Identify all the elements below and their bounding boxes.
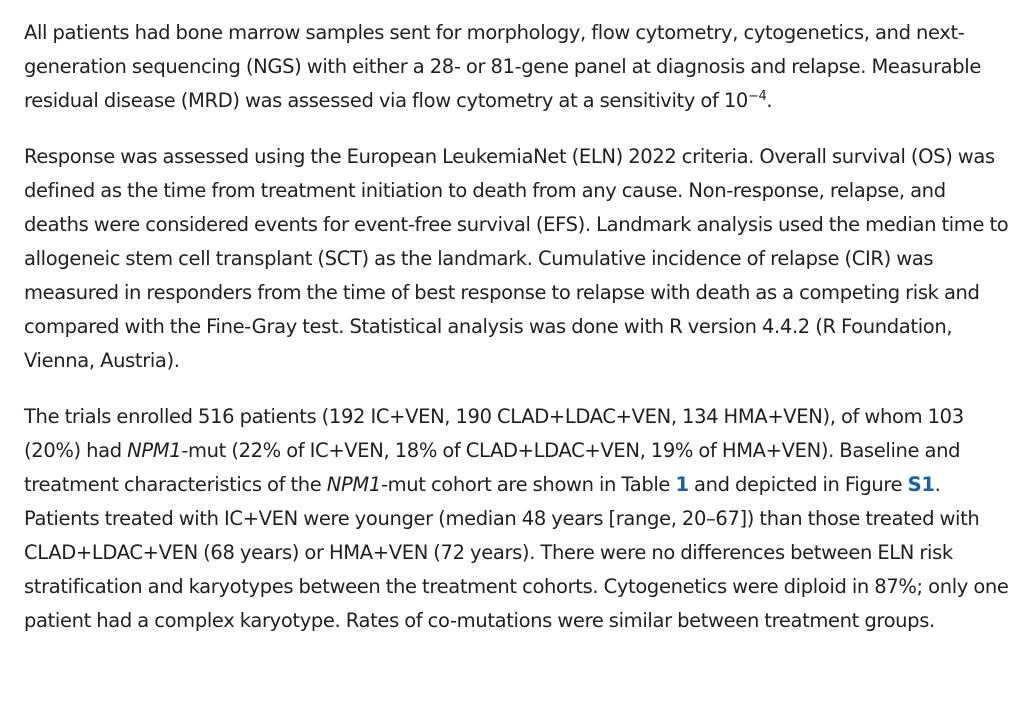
paragraph-text: -mut (22% of IC+VEN, 18% of CLAD+LDAC+VEN, 19% of HMA+VEN). Baseline and treatment characteristics of the [24,439,961,496]
paragraph-tail: . [766,89,773,112]
paragraph-results-enrollment [24,400,1011,638]
paragraph-text: and depicted in Figure [688,473,908,496]
paragraph-methods-response [24,140,1011,378]
gene-name: NPM1 [326,473,381,496]
paragraph-text: All patients had bone marrow samples sent for morphology, flow cytometry, cytogenetics, and next-generation sequencing (NGS) with either a 28- or 81-gene panel at diagnosis and relapse. Measurable residual disease (MRD) was assessed via flow cytometry at a sensitivity of 10 [24,21,981,112]
exponent: −4 [747,89,767,104]
paragraph-text: Response was assessed using the European LeukemiaNet (ELN) 2022 criteria. Overall survival (OS) was defined as the time from treatment initiation to death from any cause. Non-response, relapse, and deaths were considered events for event-free survival (EFS). Landmark analysis used the median time to allogeneic stem cell transplant (SCT) as the landmark. Cumulative incidence of relapse (CIR) was measured in responders from the time of best response to relapse with death as a competing risk and compared with the Fine-Gray test. Statistical analysis was done with R version 4.4.2 (R Foundation, Vienna, Austria). [24,145,1009,372]
figure-reference-link[interactable]: S1 [907,473,935,496]
table-reference-link[interactable]: 1 [675,473,689,496]
paragraph-text: . Patients treated with IC+VEN were younger (median 48 years [range, 20–67]) than those treated with CLAD+LDAC+VEN (68 years) or HMA+VEN (72 years). There were no differences between ELN risk stratification and karyotypes between the treatment cohorts. Cytogenetics were diploid in 87%; only one patient had a complex karyotype. Rates of co-mutations were similar between treatment groups. [24,473,1009,632]
paragraph-methods-samples [24,16,1011,118]
paragraph-text: The trials enrolled 516 patients (192 IC+VEN, 190 CLAD+LDAC+VEN, 134 HMA+VEN), of whom 103 (20%) had [24,405,964,462]
paragraph-text: -mut cohort are shown in Table [380,473,676,496]
gene-name: NPM1 [127,439,182,462]
